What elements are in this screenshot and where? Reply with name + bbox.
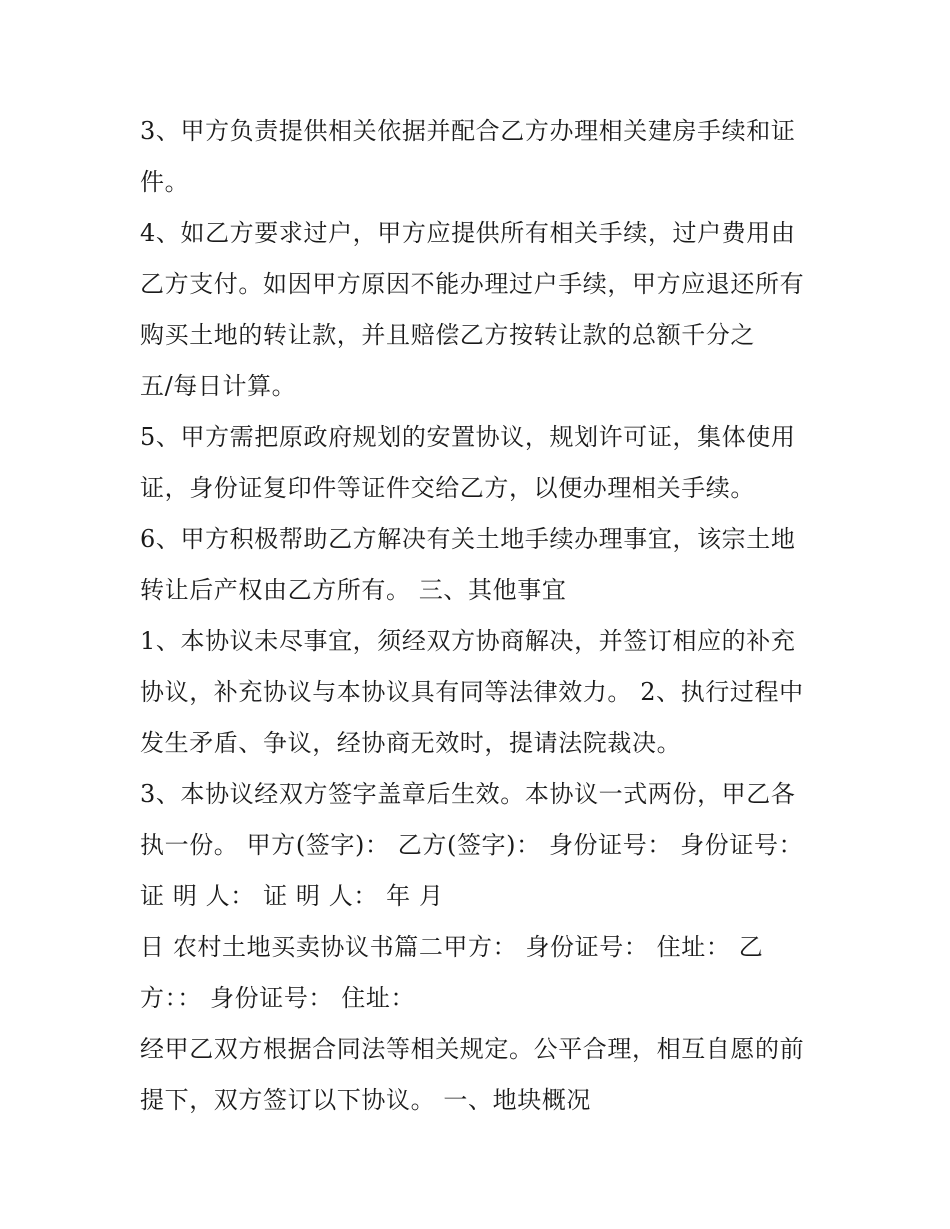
text-line: 3、甲方负责提供相关依据并配合乙方办理相关建房手续和证 xyxy=(140,117,796,145)
text-line: 4、如乙方要求过户，甲方应提供所有相关手续，过户费用由 xyxy=(140,219,796,247)
text-line: 五/每日计算。 xyxy=(140,372,297,400)
text-line: 经甲乙双方根据合同法等相关规定。公平合理，相互自愿的前 xyxy=(140,1035,805,1063)
text-line: 日 农村土地买卖协议书篇二甲方： 身份证号： 住址： 乙 xyxy=(140,933,764,961)
text-line: 方：： 身份证号： 住址： xyxy=(140,984,416,1012)
text-line: 5、甲方需把原政府规划的安置协议，规划许可证，集体使用 xyxy=(140,423,796,451)
text-line: 证，身份证复印件等证件交给乙方，以便办理相关手续。 xyxy=(140,474,755,502)
text-line: 乙方支付。如因甲方原因不能办理过户手续，甲方应退还所有 xyxy=(140,270,805,298)
text-line: 3、本协议经双方签字盖章后生效。本协议一式两份，甲乙各 xyxy=(140,780,796,808)
text-line: 购买土地的转让款，并且赔偿乙方按转让款的总额千分之 xyxy=(140,321,755,349)
text-line: 协议，补充协议与本协议具有同等法律效力。 2、执行过程中 xyxy=(140,678,804,706)
text-line: 6、甲方积极帮助乙方解决有关土地手续办理事宜，该宗土地 xyxy=(140,525,796,553)
text-line: 转让后产权由乙方所有。 三、其他事宜 xyxy=(140,576,567,604)
text-line: 提下，双方签订以下协议。 一、地块概况 xyxy=(140,1086,592,1114)
text-line: 发生矛盾、争议，经协商无效时，提请法院裁决。 xyxy=(140,729,682,757)
text-line: 执一份。 甲方(签字)： 乙方(签字)： 身份证号： 身份证号： xyxy=(140,831,804,859)
text-line: 1、本协议未尽事宜，须经双方协商解决，并签订相应的补充 xyxy=(140,627,796,655)
text-line: 证 明 人： 证 明 人： 年 月 xyxy=(140,882,444,910)
text-line: 件。 xyxy=(140,168,190,196)
